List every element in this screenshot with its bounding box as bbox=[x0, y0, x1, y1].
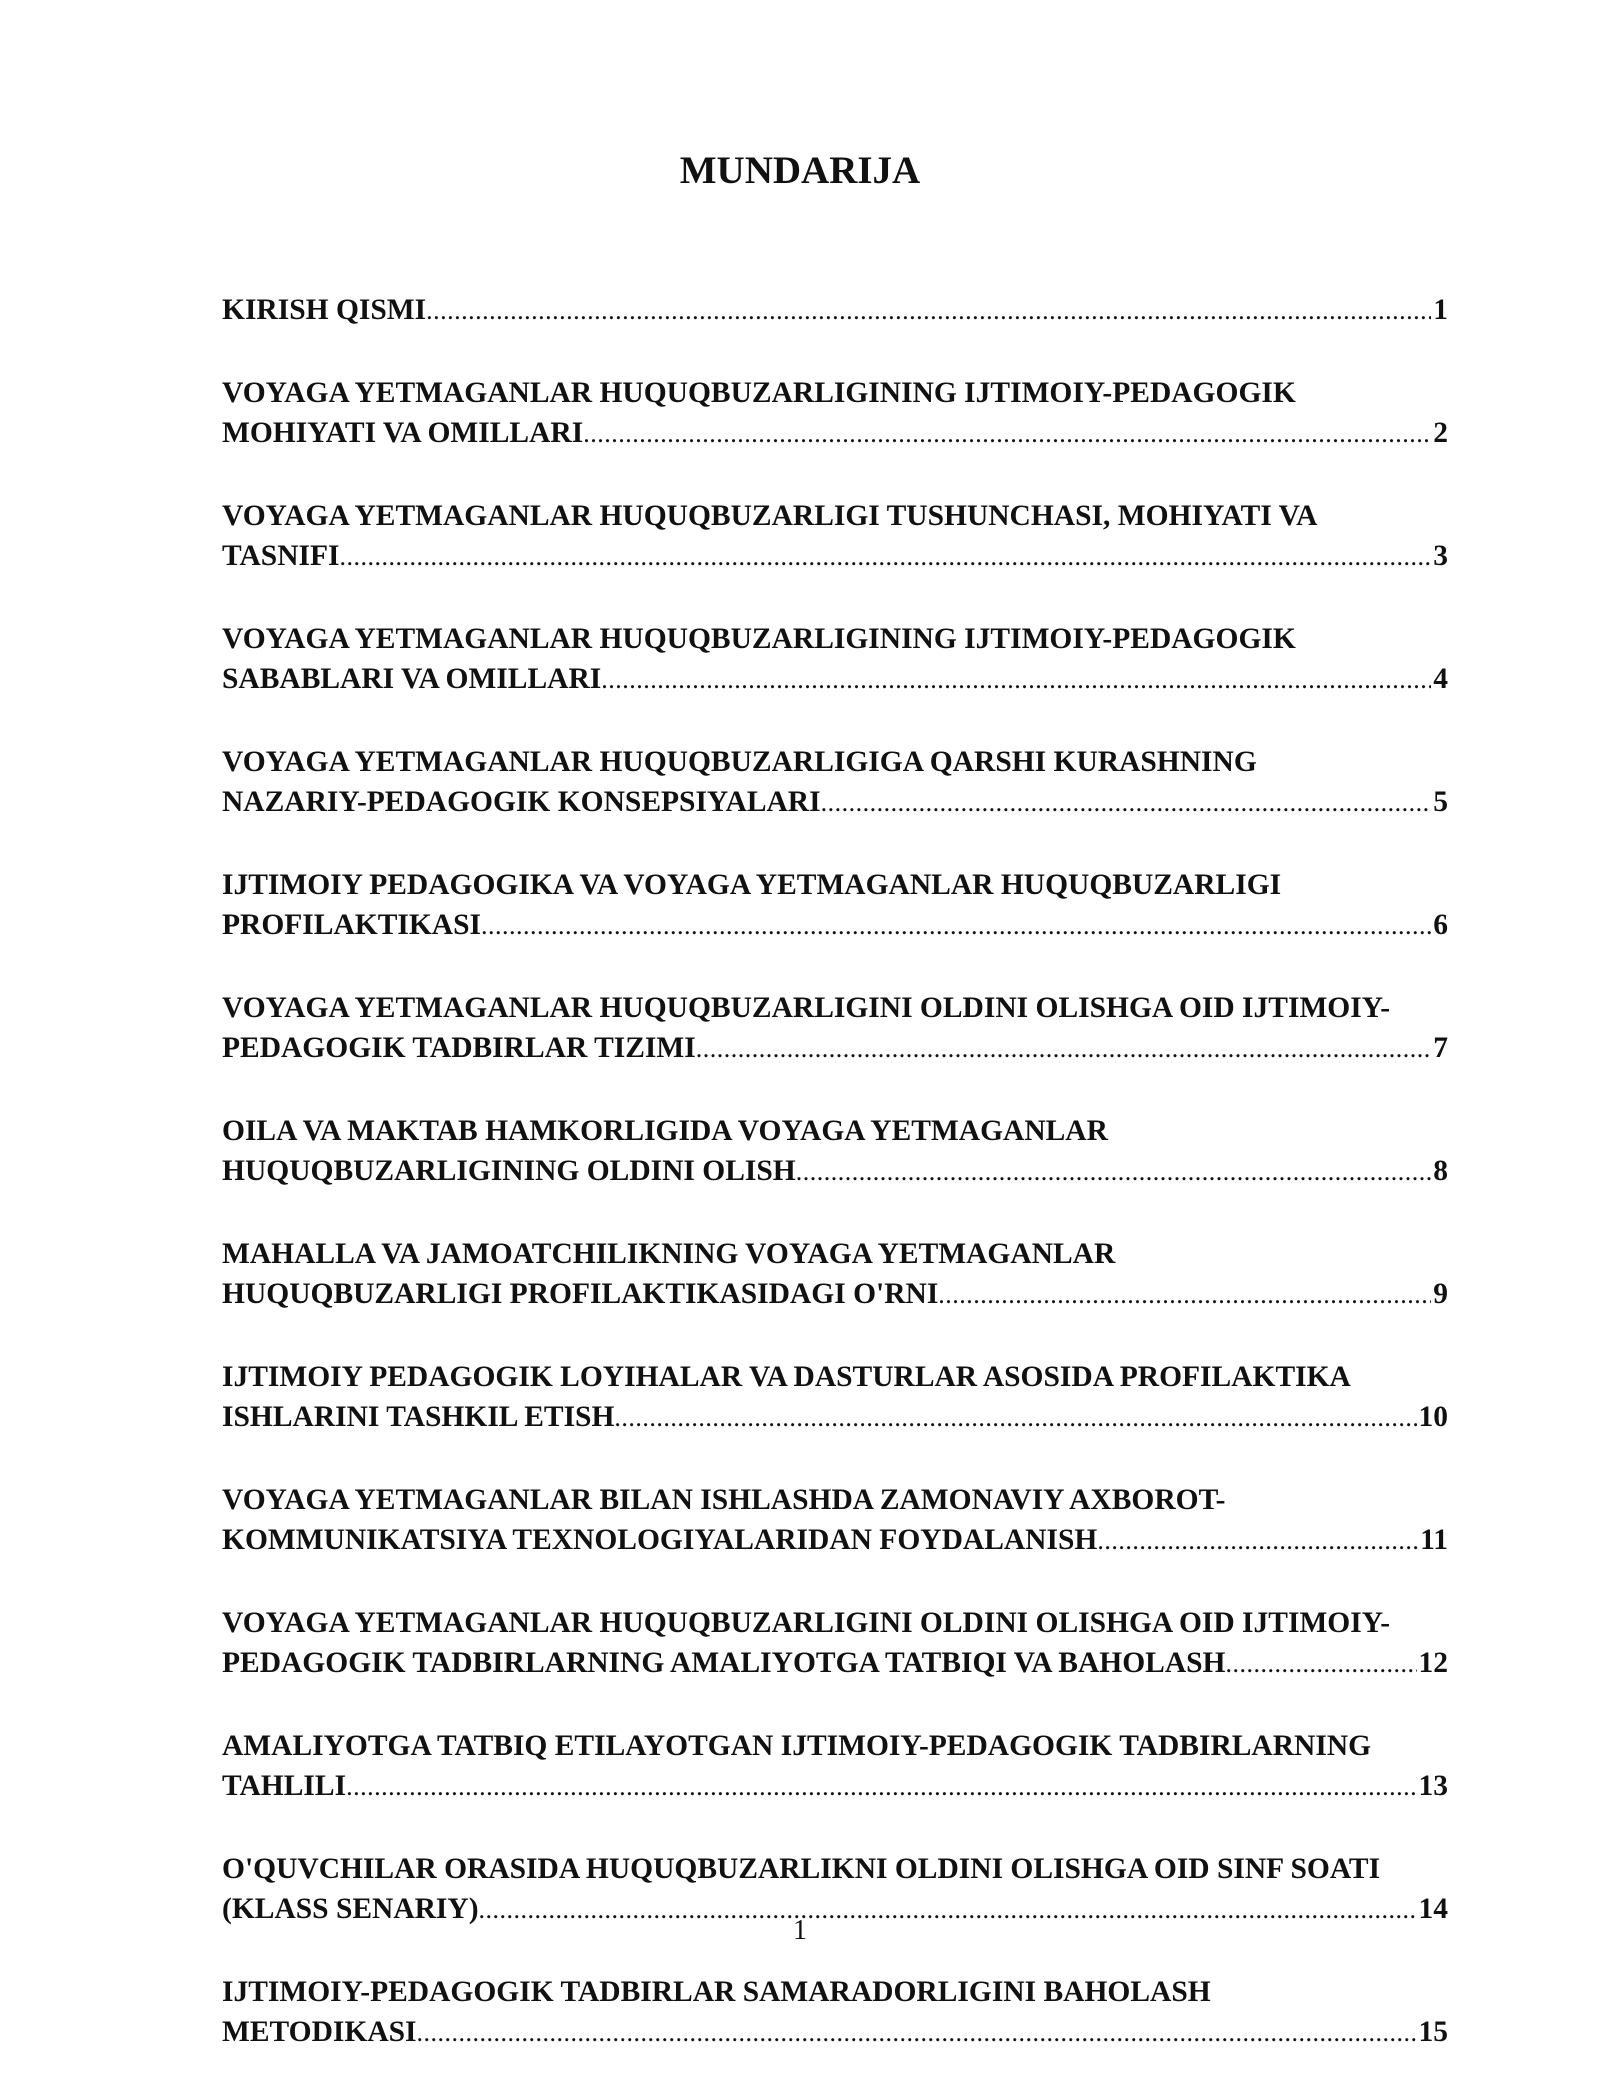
toc-page-number: 3 bbox=[1433, 540, 1448, 572]
toc-entry-title: MOHIYATI VA OMILLARI bbox=[222, 417, 584, 449]
toc-entry-title-line: VOYAGA YETMAGANLAR BILAN ISHLASHDA ZAMONAVIY AXBOROT- bbox=[222, 1484, 1226, 1516]
toc-page-number: 2 bbox=[1433, 417, 1448, 449]
toc-entry[interactable] bbox=[222, 1972, 1462, 2053]
table-of-contents bbox=[222, 290, 1462, 2095]
toc-entry-title: KOMMUNIKATSIYA TEXNOLOGIYALARIDAN FOYDALANISH bbox=[222, 1524, 1098, 1556]
toc-entry-last-line bbox=[222, 782, 1448, 823]
toc-entry-title: SABABLARI VA OMILLARI bbox=[222, 663, 602, 695]
toc-entry[interactable] bbox=[222, 1234, 1462, 1315]
toc-entry-title: HUQUQBUZARLIGINING OLDINI OLISH bbox=[222, 1155, 796, 1187]
toc-entry-title: (KLASS SENARIY) bbox=[222, 1893, 479, 1925]
toc-entry-last-line bbox=[222, 1151, 1448, 1192]
toc-entry-last-line bbox=[222, 2012, 1448, 2053]
toc-entry-title-line: MAHALLA VA JAMOATCHILIKNING VOYAGA YETMAGANLAR bbox=[222, 1238, 1116, 1270]
toc-page-number: 10 bbox=[1418, 1401, 1448, 1433]
toc-entry[interactable] bbox=[222, 619, 1462, 700]
dot-leader bbox=[417, 2013, 1417, 2053]
dot-leader bbox=[346, 1767, 1416, 1807]
toc-page-number: 4 bbox=[1433, 663, 1448, 695]
dot-leader bbox=[796, 1152, 1432, 1192]
dot-leader bbox=[1097, 1521, 1418, 1561]
toc-page-number: 8 bbox=[1433, 1155, 1448, 1187]
toc-entry[interactable] bbox=[222, 1357, 1462, 1438]
toc-entry-last-line bbox=[222, 536, 1448, 577]
toc-entry-title: ISHLARINI TASHKIL ETISH bbox=[222, 1401, 615, 1433]
toc-entry-title-line: VOYAGA YETMAGANLAR HUQUQBUZARLIGINI OLDINI OLISHGA OID IJTIMOIY- bbox=[222, 1607, 1391, 1639]
toc-entry-last-line bbox=[222, 1766, 1448, 1807]
dot-leader bbox=[696, 1029, 1432, 1069]
toc-page-number: 13 bbox=[1418, 1770, 1448, 1802]
toc-entry-title: PEDAGOGIK TADBIRLARNING AMALIYOTGA TATBIQI VA BAHOLASH bbox=[222, 1647, 1226, 1679]
toc-entry-title: METODIKASI bbox=[222, 2016, 417, 2048]
dot-leader bbox=[1226, 1644, 1417, 1684]
toc-entry-title: NAZARIY-PEDAGOGIK KONSEPSIYALARI bbox=[222, 786, 821, 818]
toc-entry-title: TAHLILI bbox=[222, 1770, 347, 1802]
toc-page-number: 15 bbox=[1418, 2016, 1448, 2048]
dot-leader bbox=[614, 1398, 1416, 1438]
toc-entry-title: KIRISH QISMI bbox=[222, 294, 427, 326]
toc-entry-title-line: OILA VA MAKTAB HAMKORLIGIDA VOYAGA YETMAGANLAR bbox=[222, 1115, 1108, 1147]
toc-entry-title-line: VOYAGA YETMAGANLAR HUQUQBUZARLIGINING IJTIMOIY-PEDAGOGIK bbox=[222, 377, 1296, 409]
toc-entry[interactable] bbox=[222, 1726, 1462, 1807]
toc-page-number: 14 bbox=[1418, 1893, 1448, 1925]
toc-entry-title: PROFILAKTIKASI bbox=[222, 909, 481, 941]
toc-entry-title-line: O'QUVCHILAR ORASIDA HUQUQBUZARLIKNI OLDINI OLISHGA OID SINF SOATI bbox=[222, 1853, 1381, 1885]
toc-entry-title: HUQUQBUZARLIGI PROFILAKTIKASIDAGI O'RNI bbox=[222, 1278, 939, 1310]
toc-page-number: 9 bbox=[1433, 1278, 1448, 1310]
toc-entry[interactable] bbox=[222, 496, 1462, 577]
dot-leader bbox=[426, 291, 1431, 331]
toc-entry-title-line: AMALIYOTGA TATBIQ ETILAYOTGAN IJTIMOIY-PEDAGOGIK TADBIRLARNING bbox=[222, 1730, 1372, 1762]
dot-leader bbox=[481, 906, 1431, 946]
toc-entry-title: TASNIFI bbox=[222, 540, 340, 572]
toc-entry[interactable] bbox=[222, 1111, 1462, 1192]
dot-leader bbox=[938, 1275, 1431, 1315]
toc-entry-last-line bbox=[222, 413, 1448, 454]
toc-entry[interactable] bbox=[222, 865, 1462, 946]
toc-entry-last-line bbox=[222, 1643, 1448, 1684]
page-number: 1 bbox=[793, 1915, 807, 1946]
dot-leader bbox=[821, 783, 1432, 823]
toc-entry-title-line: IJTIMOIY PEDAGOGIKA VA VOYAGA YETMAGANLAR HUQUQBUZARLIGI bbox=[222, 869, 1282, 901]
toc-entry-last-line bbox=[222, 659, 1448, 700]
toc-page-number: 7 bbox=[1433, 1032, 1448, 1064]
dot-leader bbox=[339, 537, 1431, 577]
toc-page-number: 1 bbox=[1433, 294, 1448, 326]
toc-entry[interactable] bbox=[222, 1603, 1462, 1684]
toc-page-number: 12 bbox=[1418, 1647, 1448, 1679]
page-title: MUNDARIJA bbox=[679, 149, 921, 192]
toc-entry-title-line: IJTIMOIY PEDAGOGIK LOYIHALAR VA DASTURLAR ASOSIDA PROFILAKTIKA bbox=[222, 1361, 1351, 1393]
toc-page-number: 11 bbox=[1420, 1524, 1448, 1556]
dot-leader bbox=[601, 660, 1431, 700]
toc-entry[interactable] bbox=[222, 290, 1462, 331]
toc-entry-title-line: VOYAGA YETMAGANLAR HUQUQBUZARLIGINING IJTIMOIY-PEDAGOGIK bbox=[222, 623, 1296, 655]
toc-entry-title-line: VOYAGA YETMAGANLAR HUQUQBUZARLIGIGA QARSHI KURASHNING bbox=[222, 746, 1257, 778]
toc-entry-last-line bbox=[222, 290, 1448, 331]
toc-entry-title-line: IJTIMOIY-PEDAGOGIK TADBIRLAR SAMARADORLIGINI BAHOLASH bbox=[222, 1976, 1211, 2008]
toc-page-number: 5 bbox=[1433, 786, 1448, 818]
toc-entry-last-line bbox=[222, 1274, 1448, 1315]
toc-entry-last-line bbox=[222, 1028, 1448, 1069]
toc-page-number: 6 bbox=[1433, 909, 1448, 941]
toc-entry-title: PEDAGOGIK TADBIRLAR TIZIMI bbox=[222, 1032, 696, 1064]
toc-entry-title-line: VOYAGA YETMAGANLAR HUQUQBUZARLIGINI OLDINI OLISHGA OID IJTIMOIY- bbox=[222, 992, 1391, 1024]
toc-entry-last-line bbox=[222, 1520, 1448, 1561]
toc-entry[interactable] bbox=[222, 1480, 1462, 1561]
toc-entry-last-line bbox=[222, 905, 1448, 946]
toc-entry[interactable] bbox=[222, 742, 1462, 823]
toc-entry-last-line bbox=[222, 1397, 1448, 1438]
toc-entry-title-line: VOYAGA YETMAGANLAR HUQUQBUZARLIGI TUSHUNCHASI, MOHIYATI VA bbox=[222, 500, 1318, 532]
dot-leader bbox=[583, 414, 1431, 454]
toc-entry[interactable] bbox=[222, 373, 1462, 454]
toc-entry[interactable] bbox=[222, 988, 1462, 1069]
